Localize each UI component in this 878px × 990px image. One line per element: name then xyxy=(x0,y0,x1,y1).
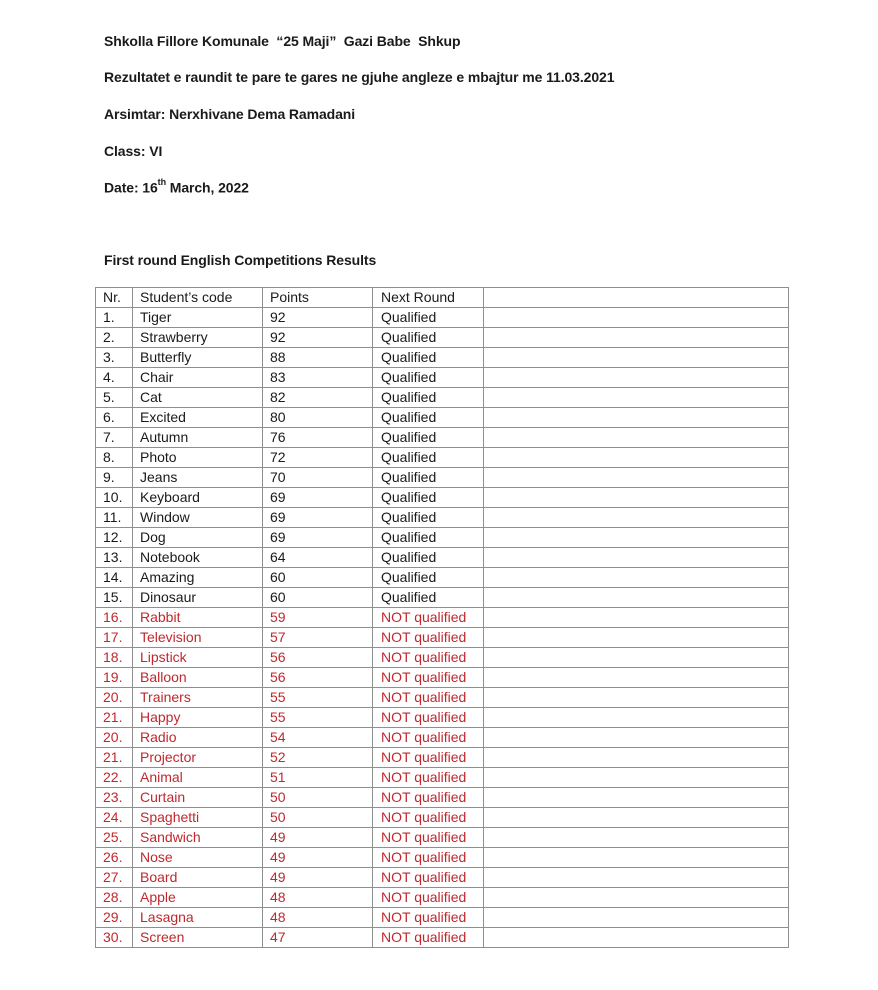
table-row xyxy=(96,868,789,888)
cell-points: 72 xyxy=(263,448,373,468)
cell-student-code: Apple xyxy=(133,888,263,908)
class-label: Class: VI xyxy=(104,143,163,159)
cell-empty xyxy=(484,428,789,448)
cell-empty xyxy=(484,828,789,848)
document-subtitle: Rezultatet e raundit te pare te gares ne gjuhe angleze e mbajtur me 11.03.2021 xyxy=(104,69,615,85)
cell-points: 69 xyxy=(263,488,373,508)
cell-empty xyxy=(484,548,789,568)
table-row xyxy=(96,928,789,948)
date-suffix: March, 2022 xyxy=(165,179,249,196)
cell-next-round: NOT qualified xyxy=(373,928,484,948)
cell-student-code: Animal xyxy=(133,768,263,788)
cell-next-round: Qualified xyxy=(373,348,484,368)
cell-empty xyxy=(484,648,789,668)
cell-points: 82 xyxy=(263,388,373,408)
cell-next-round: NOT qualified xyxy=(373,888,484,908)
cell-student-code: Projector xyxy=(133,748,263,768)
cell-next-round: Qualified xyxy=(373,408,484,428)
cell-nr: 18. xyxy=(96,648,133,668)
cell-student-code: Television xyxy=(133,628,263,648)
column-header-next-round: Next Round xyxy=(373,288,484,308)
column-header-points: Points xyxy=(263,288,373,308)
cell-student-code: Board xyxy=(133,868,263,888)
cell-points: 51 xyxy=(263,768,373,788)
cell-nr: 23. xyxy=(96,788,133,808)
table-row xyxy=(96,408,789,428)
cell-empty xyxy=(484,348,789,368)
table-row xyxy=(96,608,789,628)
cell-next-round: Qualified xyxy=(373,548,484,568)
cell-empty xyxy=(484,748,789,768)
table-row xyxy=(96,848,789,868)
cell-next-round: NOT qualified xyxy=(373,908,484,928)
cell-nr: 9. xyxy=(96,468,133,488)
cell-points: 56 xyxy=(263,668,373,688)
section-title: First round English Competitions Results xyxy=(104,252,377,268)
cell-nr: 25. xyxy=(96,828,133,848)
cell-points: 52 xyxy=(263,748,373,768)
cell-student-code: Balloon xyxy=(133,668,263,688)
cell-next-round: Qualified xyxy=(373,308,484,328)
cell-points: 49 xyxy=(263,828,373,848)
cell-student-code: Keyboard xyxy=(133,488,263,508)
cell-next-round: Qualified xyxy=(373,448,484,468)
table-row xyxy=(96,668,789,688)
table-row xyxy=(96,448,789,468)
cell-points: 47 xyxy=(263,928,373,948)
cell-next-round: NOT qualified xyxy=(373,768,484,788)
cell-points: 76 xyxy=(263,428,373,448)
cell-empty xyxy=(484,488,789,508)
cell-empty xyxy=(484,688,789,708)
cell-empty xyxy=(484,808,789,828)
cell-empty xyxy=(484,928,789,948)
cell-points: 50 xyxy=(263,788,373,808)
cell-empty xyxy=(484,708,789,728)
cell-next-round: NOT qualified xyxy=(373,808,484,828)
cell-next-round: Qualified xyxy=(373,508,484,528)
table-header-row xyxy=(96,288,789,308)
cell-nr: 21. xyxy=(96,748,133,768)
table-row xyxy=(96,588,789,608)
column-header-code: Student’s code xyxy=(133,288,263,308)
cell-student-code: Amazing xyxy=(133,568,263,588)
cell-points: 54 xyxy=(263,728,373,748)
cell-nr: 22. xyxy=(96,768,133,788)
table-row xyxy=(96,688,789,708)
cell-empty xyxy=(484,628,789,648)
cell-nr: 12. xyxy=(96,528,133,548)
cell-points: 49 xyxy=(263,848,373,868)
teacher-name: Arsimtar: Nerxhivane Dema Ramadani xyxy=(104,106,356,122)
cell-nr: 30. xyxy=(96,928,133,948)
table-row xyxy=(96,528,789,548)
table-row xyxy=(96,648,789,668)
cell-next-round: Qualified xyxy=(373,468,484,488)
cell-empty xyxy=(484,728,789,748)
table-row xyxy=(96,828,789,848)
cell-nr: 28. xyxy=(96,888,133,908)
cell-student-code: Trainers xyxy=(133,688,263,708)
cell-student-code: Lasagna xyxy=(133,908,263,928)
results-table xyxy=(95,287,789,948)
cell-student-code: Dog xyxy=(133,528,263,548)
cell-points: 55 xyxy=(263,708,373,728)
cell-nr: 29. xyxy=(96,908,133,928)
cell-student-code: Strawberry xyxy=(133,328,263,348)
cell-nr: 6. xyxy=(96,408,133,428)
cell-student-code: Dinosaur xyxy=(133,588,263,608)
cell-points: 57 xyxy=(263,628,373,648)
cell-student-code: Photo xyxy=(133,448,263,468)
cell-student-code: Nose xyxy=(133,848,263,868)
date-label xyxy=(104,179,249,196)
date-prefix: Date: 16 xyxy=(104,179,158,196)
cell-points: 59 xyxy=(263,608,373,628)
cell-points: 64 xyxy=(263,548,373,568)
cell-student-code: Jeans xyxy=(133,468,263,488)
cell-student-code: Butterfly xyxy=(133,348,263,368)
cell-points: 69 xyxy=(263,528,373,548)
table-row xyxy=(96,428,789,448)
cell-empty xyxy=(484,908,789,928)
table-row xyxy=(96,388,789,408)
school-name: Shkolla Fillore Komunale “25 Maji” Gazi Babe Shkup xyxy=(104,33,461,49)
cell-points: 50 xyxy=(263,808,373,828)
cell-empty xyxy=(484,568,789,588)
cell-next-round: Qualified xyxy=(373,368,484,388)
table-row xyxy=(96,748,789,768)
cell-nr: 19. xyxy=(96,668,133,688)
cell-points: 80 xyxy=(263,408,373,428)
table-row xyxy=(96,768,789,788)
cell-points: 60 xyxy=(263,568,373,588)
table-row xyxy=(96,468,789,488)
cell-points: 60 xyxy=(263,588,373,608)
cell-nr: 24. xyxy=(96,808,133,828)
cell-student-code: Screen xyxy=(133,928,263,948)
cell-student-code: Radio xyxy=(133,728,263,748)
cell-points: 70 xyxy=(263,468,373,488)
cell-nr: 21. xyxy=(96,708,133,728)
cell-points: 48 xyxy=(263,908,373,928)
cell-nr: 3. xyxy=(96,348,133,368)
cell-nr: 14. xyxy=(96,568,133,588)
cell-student-code: Excited xyxy=(133,408,263,428)
cell-next-round: Qualified xyxy=(373,428,484,448)
table-row xyxy=(96,708,789,728)
table-row xyxy=(96,628,789,648)
cell-nr: 10. xyxy=(96,488,133,508)
cell-empty xyxy=(484,368,789,388)
table-row xyxy=(96,728,789,748)
cell-empty xyxy=(484,608,789,628)
table-row xyxy=(96,328,789,348)
cell-empty xyxy=(484,888,789,908)
cell-next-round: NOT qualified xyxy=(373,728,484,748)
table-row xyxy=(96,508,789,528)
cell-student-code: Sandwich xyxy=(133,828,263,848)
cell-nr: 7. xyxy=(96,428,133,448)
table-row xyxy=(96,488,789,508)
cell-nr: 16. xyxy=(96,608,133,628)
cell-student-code: Lipstick xyxy=(133,648,263,668)
cell-empty xyxy=(484,668,789,688)
cell-empty xyxy=(484,768,789,788)
table-row xyxy=(96,308,789,328)
column-header-nr: Nr. xyxy=(96,288,133,308)
column-header-empty xyxy=(484,288,789,308)
table-row xyxy=(96,368,789,388)
cell-student-code: Spaghetti xyxy=(133,808,263,828)
cell-nr: 27. xyxy=(96,868,133,888)
cell-empty xyxy=(484,528,789,548)
cell-nr: 20. xyxy=(96,728,133,748)
cell-nr: 15. xyxy=(96,588,133,608)
cell-nr: 13. xyxy=(96,548,133,568)
cell-empty xyxy=(484,508,789,528)
cell-empty xyxy=(484,468,789,488)
cell-nr: 4. xyxy=(96,368,133,388)
cell-nr: 20. xyxy=(96,688,133,708)
cell-student-code: Autumn xyxy=(133,428,263,448)
cell-points: 55 xyxy=(263,688,373,708)
table-row xyxy=(96,808,789,828)
table-row xyxy=(96,908,789,928)
cell-nr: 2. xyxy=(96,328,133,348)
cell-next-round: NOT qualified xyxy=(373,708,484,728)
cell-empty xyxy=(484,448,789,468)
cell-next-round: Qualified xyxy=(373,328,484,348)
cell-student-code: Window xyxy=(133,508,263,528)
cell-nr: 26. xyxy=(96,848,133,868)
cell-next-round: NOT qualified xyxy=(373,788,484,808)
cell-next-round: NOT qualified xyxy=(373,668,484,688)
table-row xyxy=(96,788,789,808)
cell-empty xyxy=(484,308,789,328)
cell-student-code: Chair xyxy=(133,368,263,388)
cell-next-round: Qualified xyxy=(373,528,484,548)
cell-next-round: NOT qualified xyxy=(373,868,484,888)
table-row xyxy=(96,568,789,588)
cell-next-round: NOT qualified xyxy=(373,648,484,668)
cell-student-code: Rabbit xyxy=(133,608,263,628)
cell-points: 83 xyxy=(263,368,373,388)
cell-points: 88 xyxy=(263,348,373,368)
cell-empty xyxy=(484,788,789,808)
table-row xyxy=(96,548,789,568)
cell-empty xyxy=(484,408,789,428)
table-row xyxy=(96,348,789,368)
cell-student-code: Tiger xyxy=(133,308,263,328)
cell-nr: 17. xyxy=(96,628,133,648)
cell-nr: 1. xyxy=(96,308,133,328)
cell-empty xyxy=(484,588,789,608)
cell-nr: 11. xyxy=(96,508,133,528)
cell-empty xyxy=(484,328,789,348)
cell-next-round: Qualified xyxy=(373,588,484,608)
cell-points: 92 xyxy=(263,308,373,328)
date-ordinal: th xyxy=(157,177,166,187)
cell-student-code: Cat xyxy=(133,388,263,408)
cell-next-round: NOT qualified xyxy=(373,848,484,868)
cell-next-round: NOT qualified xyxy=(373,748,484,768)
cell-points: 48 xyxy=(263,888,373,908)
cell-points: 49 xyxy=(263,868,373,888)
cell-empty xyxy=(484,848,789,868)
cell-student-code: Notebook xyxy=(133,548,263,568)
cell-empty xyxy=(484,388,789,408)
cell-next-round: NOT qualified xyxy=(373,828,484,848)
cell-next-round: Qualified xyxy=(373,568,484,588)
table-row xyxy=(96,888,789,908)
cell-next-round: NOT qualified xyxy=(373,688,484,708)
cell-student-code: Curtain xyxy=(133,788,263,808)
cell-points: 56 xyxy=(263,648,373,668)
cell-next-round: Qualified xyxy=(373,488,484,508)
cell-next-round: NOT qualified xyxy=(373,608,484,628)
cell-nr: 5. xyxy=(96,388,133,408)
cell-next-round: Qualified xyxy=(373,388,484,408)
cell-empty xyxy=(484,868,789,888)
cell-points: 69 xyxy=(263,508,373,528)
cell-nr: 8. xyxy=(96,448,133,468)
cell-student-code: Happy xyxy=(133,708,263,728)
cell-points: 92 xyxy=(263,328,373,348)
cell-next-round: NOT qualified xyxy=(373,628,484,648)
